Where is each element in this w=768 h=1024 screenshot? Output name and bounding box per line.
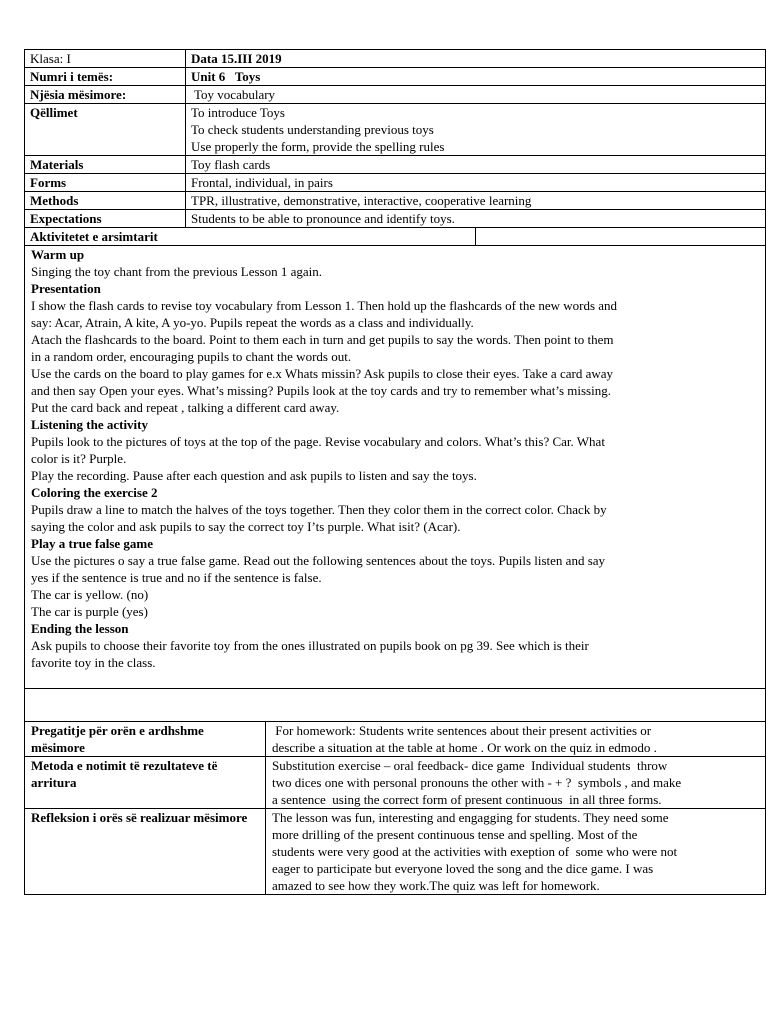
lesson-plan-page <box>24 49 766 895</box>
spacer-line <box>31 671 759 688</box>
presentation-line: in a random order, encouraging pupils to chant the words out. <box>31 349 352 364</box>
expectations-label: Expectations <box>25 210 186 228</box>
game-line: The car is yellow. (no) <box>31 587 149 602</box>
row-expectations <box>25 210 766 228</box>
aktivitetet-label: Aktivitetet e arsimtarit <box>25 228 476 246</box>
ending-title: Ending the lesson <box>31 621 129 636</box>
refleksion-line: The lesson was fun, interesting and engagging for students. They need some <box>272 810 669 825</box>
listening-line: Play the recording. Pause after each question and ask pupils to listen and say the toys. <box>31 468 477 483</box>
refleksion-line: students were very good at the activities with exeption of some who were not <box>272 844 678 859</box>
game-line: The car is purple (yes) <box>31 604 148 619</box>
evaluation-table <box>24 721 766 895</box>
forms-label: Forms <box>25 174 186 192</box>
refleksion-line: amazed to see how they work.The quiz was left for homework. <box>272 878 600 893</box>
materials-label: Materials <box>25 156 186 174</box>
gap-cell <box>25 689 766 722</box>
metoda-line: Substitution exercise – oral feedback- dice game Individual students throw <box>272 758 668 773</box>
row-klasa <box>25 50 766 68</box>
lesson-body <box>25 246 766 689</box>
refleksion-line: more drilling of the present continuous tense and spelling. Most of the <box>272 827 638 842</box>
listening-line: color is it? Purple. <box>31 451 127 466</box>
metoda-line: two dices one with personal pronouns the other with - + ? symbols , and make <box>272 775 682 790</box>
listening-title: Listening the activity <box>31 417 148 432</box>
njesia-value: Toy vocabulary <box>186 86 766 104</box>
aktivitetet-empty-cell <box>476 228 766 246</box>
warmup-title: Warm up <box>31 247 85 262</box>
row-lesson-body <box>25 246 766 689</box>
materials-value: Toy flash cards <box>186 156 766 174</box>
coloring-line: Pupils draw a line to match the halves of the toys together. Then they color them in the correct color. Chack by <box>31 502 607 517</box>
presentation-title: Presentation <box>31 281 101 296</box>
row-methods <box>25 192 766 210</box>
qellimet-label: Qëllimet <box>25 104 186 156</box>
game-title: Play a true false game <box>31 536 154 551</box>
presentation-line: and then say Open your eyes. What’s missing? Pupils look at the toy cards and try to remember what’s missing. <box>31 383 611 398</box>
presentation-line: say: Acar, Atrain, A kite, A yo-yo. Pupils repeat the words as a class and individually. <box>31 315 474 330</box>
refleksion-label: Refleksion i orës së realizuar mësimore <box>25 809 266 895</box>
game-line: yes if the sentence is true and no if the sentence is false. <box>31 570 322 585</box>
coloring-line: saying the color and ask pupils to say the correct toy I’ts purple. What isit? (Acar). <box>31 519 461 534</box>
refleksion-value <box>266 809 766 895</box>
metoda-value <box>266 757 766 809</box>
row-gap <box>25 689 766 722</box>
coloring-title: Coloring the exercise 2 <box>31 485 158 500</box>
ending-line: favorite toy in the class. <box>31 655 156 670</box>
presentation-line: Atach the flashcards to the board. Point to them each in turn and get pupils to say the words. Then point to them <box>31 332 614 347</box>
tema-value: Unit 6 Toys <box>186 68 766 86</box>
pregatitje-value <box>266 722 766 757</box>
klasa-cell: Klasa: I <box>25 50 186 68</box>
lesson-plan-table <box>24 49 766 722</box>
forms-value: Frontal, individual, in pairs <box>186 174 766 192</box>
data-cell: Data 15.III 2019 <box>186 50 766 68</box>
presentation-line: I show the flash cards to revise toy vocabulary from Lesson 1. Then hold up the flashcards of the new words and <box>31 298 618 313</box>
presentation-line: Use the cards on the board to play games for e.x Whats missin? Ask pupils to close their eyes. Take a card away <box>31 366 614 381</box>
qellimet-line: Use properly the form, provide the spelling rules <box>191 139 445 154</box>
row-forms <box>25 174 766 192</box>
pregatitje-line: For homework: Students write sentences about their present activities or <box>272 723 652 738</box>
row-materials <box>25 156 766 174</box>
game-line: Use the pictures o say a true false game. Read out the following sentences about the toys. Pupils listen and say <box>31 553 606 568</box>
pregatitje-line: describe a situation at the table at home . Or work on the quiz in edmodo . <box>272 740 657 755</box>
qellimet-value <box>186 104 766 156</box>
row-metoda <box>25 757 766 809</box>
warmup-line: Singing the toy chant from the previous Lesson 1 again. <box>31 264 323 279</box>
row-tema <box>25 68 766 86</box>
presentation-line: Put the card back and repeat , talking a different card away. <box>31 400 340 415</box>
row-njesia <box>25 86 766 104</box>
njesia-label: Njësia mësimore: <box>25 86 186 104</box>
methods-label: Methods <box>25 192 186 210</box>
row-qellimet <box>25 104 766 156</box>
tema-label: Numri i temës: <box>25 68 186 86</box>
metoda-line: a sentence using the correct form of present continuous in all three forms. <box>272 792 662 807</box>
row-refleksion <box>25 809 766 895</box>
ending-line: Ask pupils to choose their favorite toy from the ones illustrated on pupils book on pg 39. See which is their <box>31 638 589 653</box>
row-pregatitje <box>25 722 766 757</box>
refleksion-line: eager to participate but everyone loved the song and the dice game. I was <box>272 861 654 876</box>
expectations-value: Students to be able to pronounce and identify toys. <box>186 210 766 228</box>
metoda-label: Metoda e notimit të rezultateve të arritura <box>25 757 266 809</box>
pregatitje-label: Pregatitje për orën e ardhshme mësimore <box>25 722 266 757</box>
methods-value: TPR, illustrative, demonstrative, interactive, cooperative learning <box>186 192 766 210</box>
qellimet-line: To check students understanding previous toys <box>191 122 434 137</box>
row-aktivitetet <box>25 228 766 246</box>
qellimet-line: To introduce Toys <box>191 105 285 120</box>
listening-line: Pupils look to the pictures of toys at the top of the page. Revise vocabulary and colors. What’s this? Car. What <box>31 434 605 449</box>
